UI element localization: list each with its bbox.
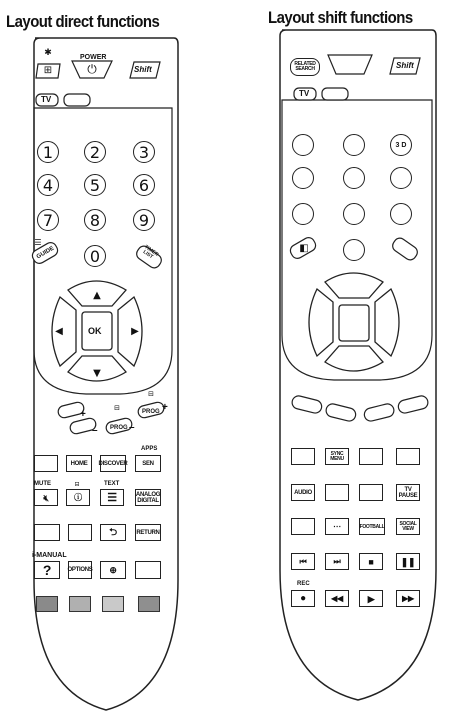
power-icon[interactable]: ⏻ <box>87 61 97 76</box>
right-layout-title: Layout shift functions <box>268 8 413 27</box>
back-button[interactable] <box>100 524 126 541</box>
rewind-icon: ◀◀ <box>331 593 343 603</box>
audio-button[interactable]: AUDIO <box>291 484 315 501</box>
right-blank-pill <box>322 88 348 100</box>
left-shift-label[interactable]: Shift <box>134 65 152 74</box>
discover-button[interactable]: DISCOVER <box>100 455 126 472</box>
digit-8-button[interactable]: 8 <box>84 209 106 231</box>
text-label: TEXT <box>104 481 120 487</box>
info-text-icon: ⊟ <box>74 480 80 488</box>
green-button[interactable] <box>69 596 91 612</box>
record-icon: ● <box>300 592 306 604</box>
timer-list-label[interactable]: TIMER LIST <box>141 244 160 261</box>
guide-label[interactable]: GUIDE <box>35 245 56 261</box>
stop-button[interactable] <box>359 553 383 570</box>
prog-up-label[interactable]: PROG <box>142 409 160 415</box>
right-key-6[interactable] <box>390 167 412 189</box>
right-blank-r2-3[interactable] <box>359 484 383 501</box>
right-key-1[interactable] <box>292 134 314 156</box>
sen-button[interactable]: SEN <box>135 455 161 472</box>
guide-list-icon: ☰ <box>34 237 42 247</box>
prev-button[interactable] <box>291 553 315 570</box>
prog-up-icon: ⊟ <box>148 390 154 398</box>
football-button[interactable]: FOOTBALL <box>359 518 385 535</box>
left-blank-button-4[interactable] <box>135 561 161 579</box>
right-key-4[interactable] <box>292 167 314 189</box>
fast-forward-button[interactable] <box>396 590 420 607</box>
left-blank-button-2[interactable] <box>34 524 60 541</box>
pause-icon: ❚❚ <box>400 556 416 567</box>
right-blank-r1-1[interactable] <box>291 448 315 465</box>
imanual-button[interactable]: ? <box>34 561 60 579</box>
ok-label[interactable]: OK <box>88 326 102 336</box>
right-blank-trapezoid <box>328 55 372 74</box>
mute-label: MUTE <box>34 481 51 487</box>
play-icon: ▶ <box>367 593 375 604</box>
digit-0-button[interactable]: 0 <box>84 245 106 267</box>
record-button[interactable] <box>291 590 315 607</box>
left-blank-button-3[interactable] <box>68 524 92 541</box>
play-button[interactable] <box>359 590 383 607</box>
left-blank-pill <box>64 94 90 106</box>
right-key-5[interactable] <box>343 167 365 189</box>
right-key-8[interactable] <box>343 203 365 225</box>
apps-label: APPS <box>141 446 158 452</box>
subtitle-icon: ✱ <box>44 48 52 58</box>
right-dpad-right <box>375 289 399 356</box>
digit-9-button[interactable]: 9 <box>133 209 155 231</box>
right-dpad-center <box>339 305 369 341</box>
digit-2-button[interactable]: 2 <box>84 141 106 163</box>
left-tv-label[interactable]: TV <box>41 95 52 104</box>
right-key-0[interactable] <box>343 239 365 261</box>
yellow-button[interactable] <box>102 596 124 612</box>
return-button[interactable]: RETURN <box>135 524 161 541</box>
prog-minus-glyph: – <box>129 422 135 433</box>
vol-minus-glyph: – <box>92 425 98 436</box>
right-tv-label[interactable]: TV <box>299 89 310 98</box>
next-button[interactable] <box>325 553 349 570</box>
teletext-icon: ☰ <box>107 491 117 504</box>
subtitle-dots-button[interactable] <box>325 518 349 535</box>
analog-digital-button[interactable]: ANALOG DIGITAL <box>135 489 161 506</box>
left-arrow-icon: ◀ <box>55 325 63 337</box>
mute-button[interactable] <box>34 489 58 506</box>
right-key-2[interactable] <box>343 134 365 156</box>
power-label: POWER <box>80 54 107 61</box>
vol-plus-glyph: + <box>80 409 86 420</box>
subtitle-dots-icon: ⋯ <box>333 521 341 531</box>
digit-4-button[interactable]: 4 <box>37 174 59 196</box>
right-key-7[interactable] <box>292 203 314 225</box>
right-dpad-left <box>309 289 333 356</box>
blue-button[interactable] <box>138 596 160 612</box>
digit-7-button[interactable]: 7 <box>37 209 59 231</box>
right-arrow-icon: ▶ <box>131 325 139 337</box>
imanual-label: i-MANUAL <box>32 552 67 559</box>
info-icon: ⓘ <box>74 492 82 502</box>
up-arrow-icon: ▲ <box>93 289 101 301</box>
input-select-icon[interactable]: ⊞ <box>43 64 53 76</box>
skip-back-icon: ⏮ <box>299 556 307 566</box>
mute-icon: 🔇︎ <box>43 492 49 503</box>
options-button[interactable]: OPTIONS <box>68 561 92 579</box>
right-blank-r3-1[interactable] <box>291 518 315 535</box>
tv-pause-button[interactable]: TV PAUSE <box>396 484 420 501</box>
prog-down-label[interactable]: PROG <box>110 425 128 431</box>
related-search-button[interactable]: RELATED SEARCH <box>290 58 320 76</box>
right-blank-r1-3[interactable] <box>359 448 383 465</box>
pause-button[interactable] <box>396 553 420 570</box>
fast-forward-icon: ▶▶ <box>402 593 414 603</box>
rec-label: REC <box>297 581 310 587</box>
social-view-button[interactable]: SOCIAL VIEW <box>396 518 420 535</box>
3d-button[interactable]: 3 D <box>390 134 412 156</box>
right-blank-r2-2[interactable] <box>325 484 349 501</box>
left-layout-title: Layout direct functions <box>6 12 160 31</box>
digit-6-button[interactable]: 6 <box>133 174 155 196</box>
stop-icon: ■ <box>368 556 374 567</box>
rewind-button[interactable] <box>325 590 349 607</box>
sync-menu-button[interactable]: SYNC MENU <box>325 448 349 465</box>
teletext-button[interactable] <box>100 489 124 506</box>
info-button[interactable] <box>66 489 90 506</box>
prog-plus-glyph: + <box>162 402 168 413</box>
red-button[interactable] <box>36 596 58 612</box>
home-button[interactable]: HOME <box>66 455 92 472</box>
skip-forward-icon: ⏭ <box>333 556 341 566</box>
right-shift-label[interactable]: Shift <box>396 61 414 70</box>
digit-5-button[interactable]: 5 <box>84 174 106 196</box>
right-blank-r1-4[interactable] <box>396 448 420 465</box>
digit-1-button[interactable]: 1 <box>37 141 59 163</box>
digit-3-button[interactable]: 3 <box>133 141 155 163</box>
back-icon: ⮌ <box>109 526 117 538</box>
half-screen-icon: ◧ <box>299 242 309 254</box>
down-arrow-icon: ▼ <box>93 367 101 379</box>
screen-mode-button[interactable] <box>100 561 126 579</box>
right-key-9[interactable] <box>390 203 412 225</box>
screen-mode-icon: ⊕ <box>109 565 117 575</box>
prog-down-icon: ⊟ <box>114 404 120 412</box>
left-blank-button[interactable] <box>34 455 58 472</box>
